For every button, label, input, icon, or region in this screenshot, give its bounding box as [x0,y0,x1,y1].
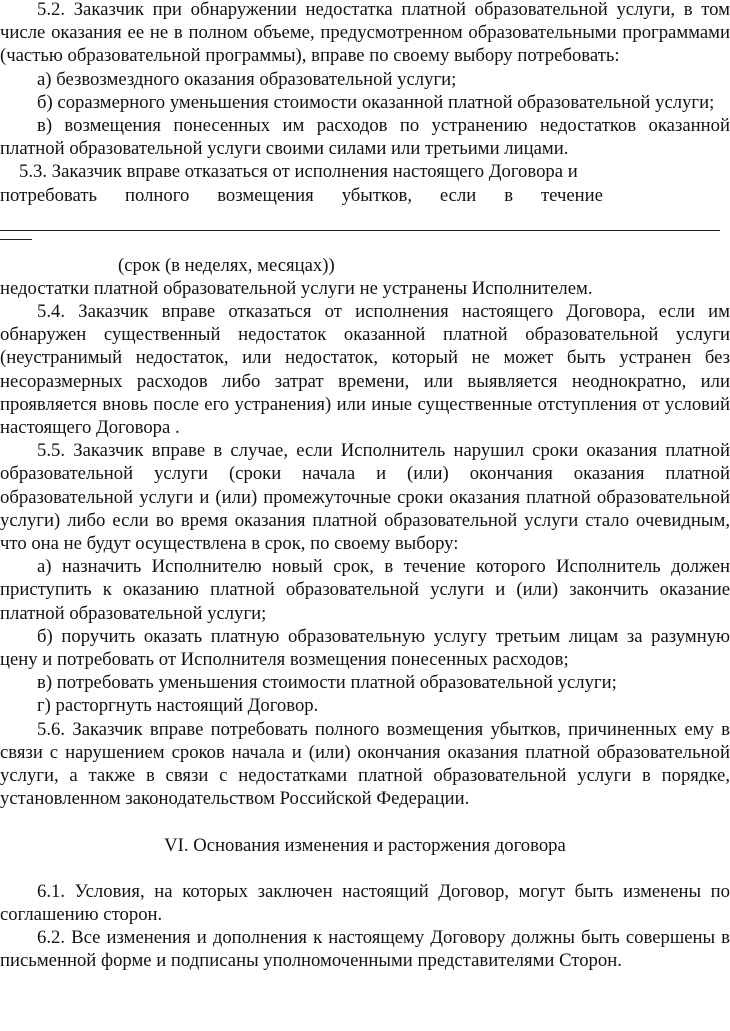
clause-5-3-end: недостатки платной образовательной услуги не устранены Исполнителем. [0,277,593,299]
clause-5-5-b: б) поручить оказать платную образовательную услугу третьим лицам за разумную цену и потребовать от Исполнителя возмещения понесенных расходов; [0,625,730,671]
clause-5-5: 5.5. Заказчик вправе в случае, если Исполнитель нарушил сроки оказания платной образовательной услуги (сроки начала и (или) окончания оказания платной образовательной услуги и (или) промежуточные сроки оказания платной образовательной услуги) либо если во время оказания платной образовательной услуги стало очевидным, что она не будут осуществлена в срок, по своему выбору: [0,440,730,555]
blank-fill-dash [0,231,730,254]
clause-5-3-word: течение [540,184,603,206]
clause-5-4: 5.4. Заказчик вправе отказаться от исполнения настоящего Договора, если им обнаружен существенный недостаток оказанной платной образовательной услуги (неустранимый недостаток, или недостаток, который не может быть устранен без несоразмерных расходов либо затрат времени, или выявляется неоднократно, или проявляется вновь после его устранения) или иные существенные отступления от условий настоящего Договора . [0,301,730,439]
clause-5-2-a: а) безвозмездного оказания образовательной услуги; [37,68,457,90]
blank-fill-line [0,207,720,231]
term-hint: (срок (в неделях, месяцах)) [118,254,335,276]
clause-5-2-c: в) возмещения понесенных им расходов по устранению недостатков оказанной платной образовательной услуги своими силами или третьими лицами. [0,115,730,160]
clause-5-5-c: в) потребовать уменьшения стоимости платной образовательной услуги; [37,672,617,694]
section-6-heading: VI. Основания изменения и расторжения договора [164,834,566,856]
clause-5-3-word: возмещения [217,184,314,206]
clause-5-3-line-2 [0,184,603,207]
clause-5-2-b: б) соразмерного уменьшения стоимости оказанной платной образовательной услуги; [37,91,715,113]
clause-5-5-a: а) назначить Исполнителю новый срок, в течение которого Исполнитель должен приступить к оказанию платной образовательной услуги и (или) закончить оказание платной образовательной услуги; [0,556,730,624]
clause-5-3-word: в [504,184,514,206]
clause-6-1: 6.1. Условия, на которых заключен настоящий Договор, могут быть изменены по соглашению сторон. [0,880,730,925]
clause-5-3-line-1: 5.3. Заказчик вправе отказаться от исполнения настоящего Договора и [19,161,578,183]
clause-6-2: 6.2. Все изменения и дополнения к настоящему Договору должны быть совершены в письменной форме и подписаны уполномоченными представителями Сторон. [0,927,730,972]
clause-5-3-word: потребовать [0,184,98,206]
clause-5-5-d: г) расторгнуть настоящий Договор. [37,695,319,717]
clause-5-3-word: убытков, [341,184,412,206]
clause-5-3-word: если [439,184,477,206]
clause-5-3-word: полного [124,184,190,206]
clause-5-2: 5.2. Заказчик при обнаружении недостатка платной образовательной услуги, в том числе оказания ее не в полном объеме, предусмотренном образовательными программами (частью образовательной программы), вправе по своему выбору потребовать: [0,0,730,67]
clause-5-6: 5.6. Заказчик вправе потребовать полного возмещения убытков, причиненных ему в связи с нарушением сроков начала и (или) окончания оказания платной образовательной услуги, а также в связи с недостатками платной образовательной услуги в порядке, установленном законодательством Российской Федерации. [0,718,730,810]
